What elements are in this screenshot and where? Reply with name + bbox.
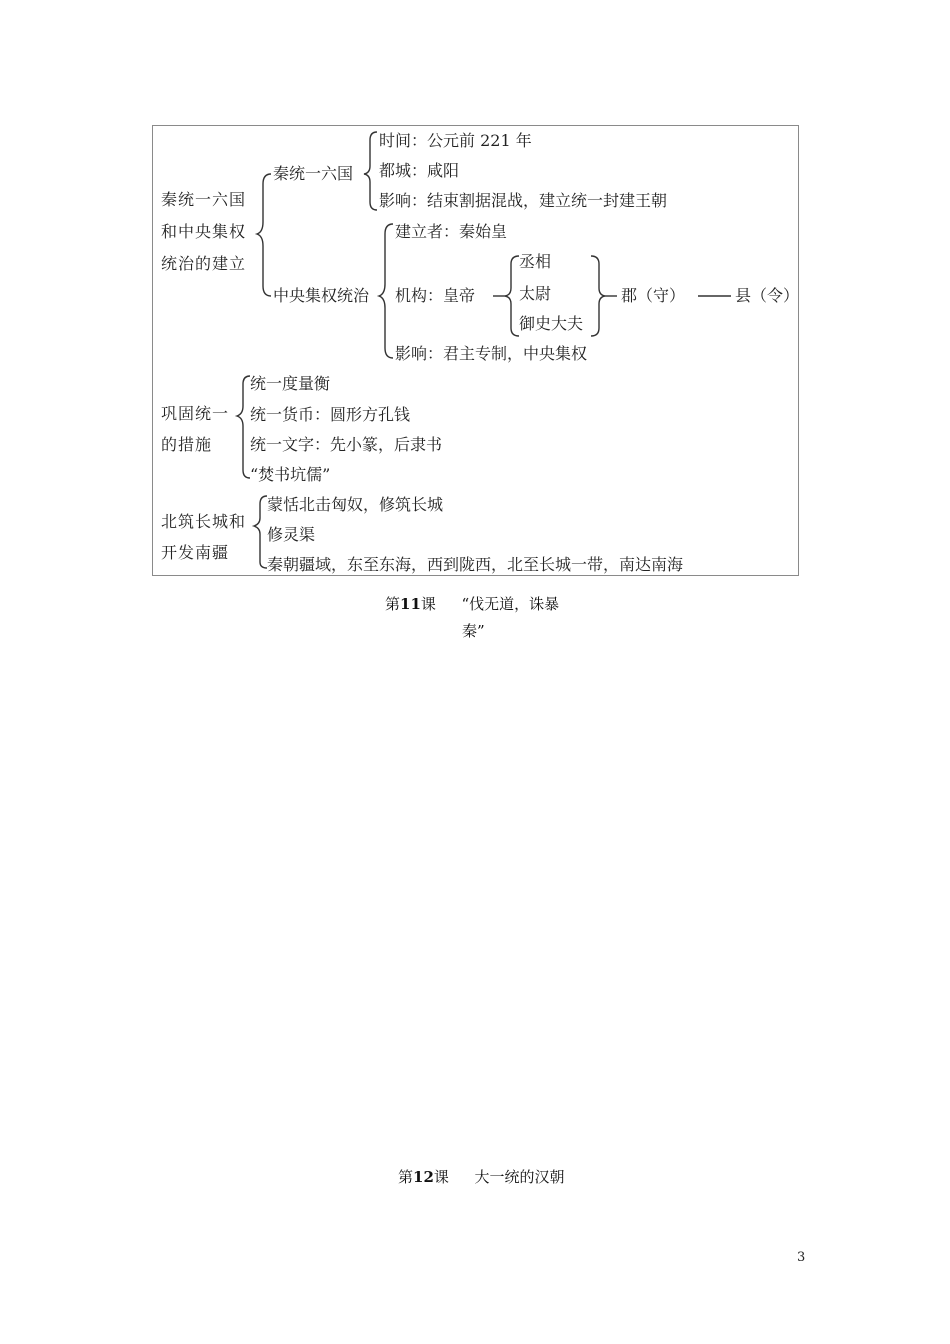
page-number: 3 xyxy=(797,1250,806,1265)
measure-item-2: 统一货币：圆形方孔钱 xyxy=(250,405,411,424)
sec3-item-2: 修灵渠 xyxy=(267,525,316,544)
lesson11-heading xyxy=(385,593,559,615)
brace-officials-right xyxy=(591,256,605,336)
commandery: 郡（守） xyxy=(621,286,686,305)
brace-sec3 xyxy=(254,496,267,568)
lesson12-num: 12 xyxy=(413,1168,434,1186)
lesson12-num-suffix: 课 xyxy=(433,1168,449,1186)
sec3-item-3: 秦朝疆域，东至东海，西到陇西，北至长城一带，南达南海 xyxy=(267,555,684,574)
lesson11-title-line1: “伐无道，诛暴 xyxy=(461,595,560,613)
central-label: 中央集权统治 xyxy=(273,286,370,305)
lesson12-heading xyxy=(398,1166,564,1188)
sec3-title-line1: 北筑长城和 xyxy=(161,512,247,531)
brace-central xyxy=(379,224,393,358)
unify-capital: 都城：咸阳 xyxy=(379,161,460,180)
sec1-title-line1: 秦统一六国 xyxy=(161,190,247,209)
lesson11-num: 11 xyxy=(400,595,421,613)
official-commander: 太尉 xyxy=(519,284,552,303)
measure-item-1: 统一度量衡 xyxy=(250,374,331,393)
sec3-item-1: 蒙恬北击匈奴，修筑长城 xyxy=(267,495,444,514)
brace-unify xyxy=(364,132,377,210)
brace-sec1 xyxy=(257,174,271,296)
central-org-label: 机构：皇帝 xyxy=(395,286,476,305)
brace-officials-left xyxy=(505,256,519,336)
measure-item-4: “焚书坑儒” xyxy=(250,465,331,484)
measure-item-3: 统一文字：先小篆，后隶书 xyxy=(250,435,443,454)
lesson11-num-suffix: 课 xyxy=(420,595,436,613)
sec1-title-line2: 和中央集权 xyxy=(161,222,247,241)
unify-time: 时间：公元前 221 年 xyxy=(379,131,532,150)
sec3-title-line2: 开发南疆 xyxy=(161,543,230,562)
official-censor: 御史大夫 xyxy=(519,314,584,333)
lesson12-num-prefix: 第 xyxy=(398,1168,414,1186)
sec1-title-line3: 统治的建立 xyxy=(161,254,247,273)
unify-impact: 影响：结束割据混战，建立统一封建王朝 xyxy=(379,191,668,210)
sec2-title-line1: 巩固统一 xyxy=(161,404,230,423)
unify-label: 秦统一六国 xyxy=(273,164,354,183)
brace-sec2 xyxy=(237,376,250,478)
lesson12-title: 大一统的汉朝 xyxy=(474,1168,565,1186)
lesson11-title-line2: 秦” xyxy=(462,622,485,640)
central-founder: 建立者：秦始皇 xyxy=(395,222,508,241)
knowledge-diagram xyxy=(152,125,799,576)
county: 县（令） xyxy=(735,286,800,305)
lesson11-num-prefix: 第 xyxy=(385,595,401,613)
central-impact: 影响：君主专制，中央集权 xyxy=(395,344,588,363)
official-chancellor: 丞相 xyxy=(519,252,552,271)
sec2-title-line2: 的措施 xyxy=(161,435,213,454)
